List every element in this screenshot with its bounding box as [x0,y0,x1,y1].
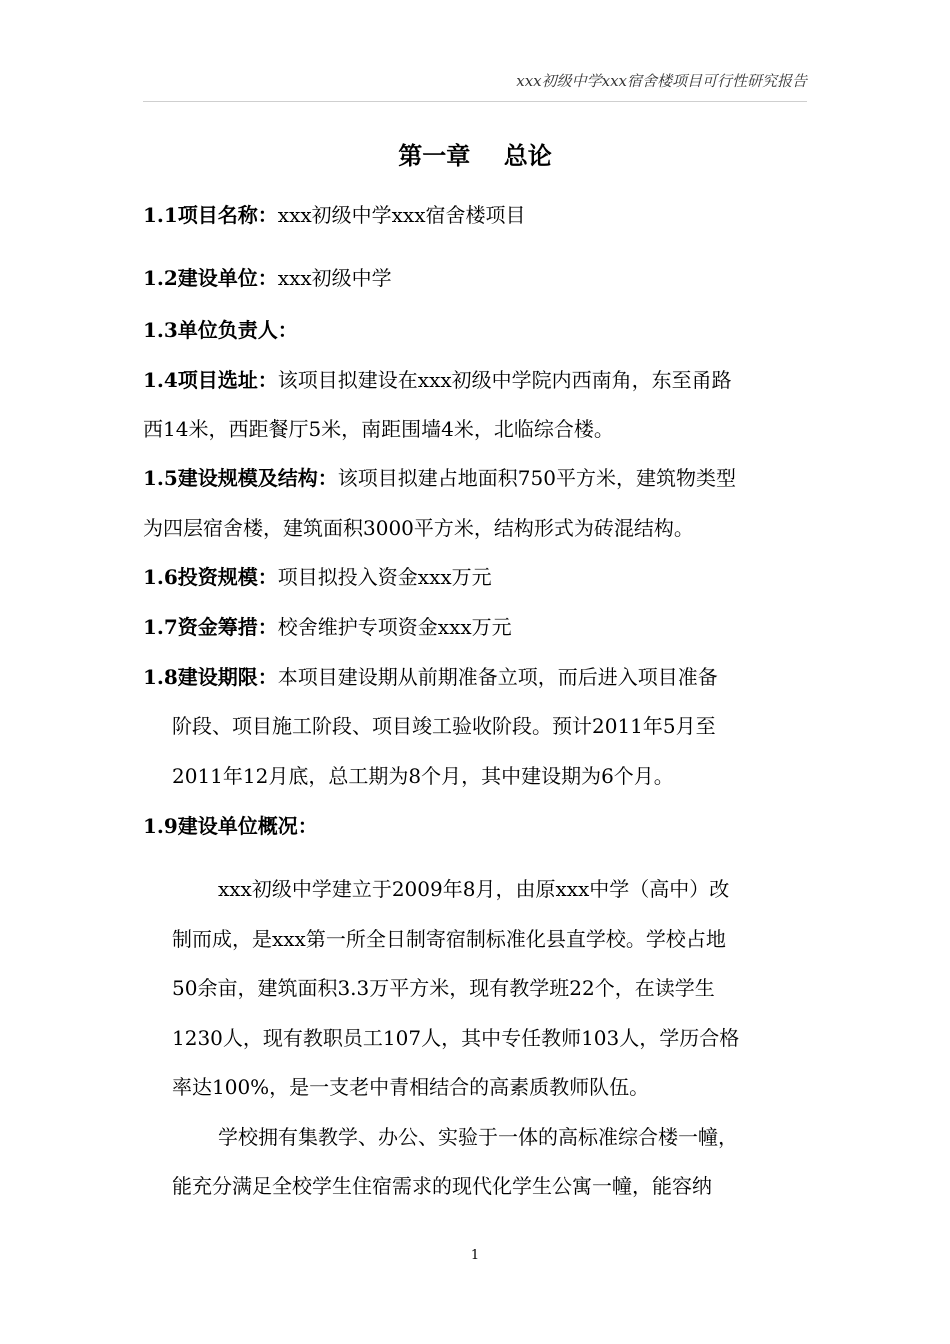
page-number: 1 [470,1248,480,1263]
section-1-8-continued: 2011年12月底，总工期为8个月，其中建设期为6个月。 [172,764,674,788]
section-1-6 [143,562,492,592]
section-1-5 [143,463,736,493]
paragraph-line: 制而成，是xxx第一所全日制寄宿制标准化县直学校。学校占地 [172,927,726,951]
section-1-4-continued: 西14米，西距餐厅5米，南距围墙4米，北临综合楼。 [143,417,614,441]
paragraph-line: 50余亩，建筑面积3.3万平方米，现有教学班22个，在读学生 [172,976,715,1000]
section-label: 1.2建设单位： [143,266,278,290]
section-text: 校舍维护专项资金xxx万元 [277,615,512,639]
section-label: 1.5建设规模及结构： [143,466,338,490]
section-label: 1.6投资规模： [143,565,278,589]
section-text: 本项目建设期从前期准备立项，而后进入项目准备 [277,665,718,689]
paragraph-line: 学校拥有集教学、办公、实验于一体的高标准综合楼一幢， [218,1125,738,1149]
section-1-7 [143,612,512,642]
section-text: xxx初级中学xxx宿舍楼项目 [277,203,526,227]
section-label: 1.9建设单位概况： [143,814,318,838]
paragraph-line: 能充分满足全校学生住宿需求的现代化学生公寓一幢，能容纳 [172,1174,712,1198]
section-text: 该项目拟建设在xxx初级中学院内西南角，东至甬路 [277,368,732,392]
section-label: 1.1项目名称： [143,203,278,227]
section-1-8-continued: 阶段、项目施工阶段、项目竣工验收阶段。预计2011年5月至 [172,714,716,738]
section-1-2 [143,263,392,293]
paragraph-line: xxx初级中学建立于2009年8月，由原xxx中学（高中）改 [218,877,730,901]
paragraph-line: 率达100%，是一支老中青相结合的高素质教师队伍。 [172,1075,650,1099]
chapter-title: 第一章 总论 [398,141,552,170]
header-divider [143,101,807,102]
section-text: 项目拟投入资金xxx万元 [277,565,492,589]
section-1-8 [143,662,718,692]
section-label: 1.8建设期限： [143,665,278,689]
section-1-5-continued: 为四层宿舍楼，建筑面积3000平方米，结构形式为砖混结构。 [143,516,694,540]
section-label: 1.3单位负责人： [143,318,298,342]
section-text: 该项目拟建占地面积750平方米，建筑物类型 [337,466,736,490]
running-header: xxx初级中学xxx宿舍楼项目可行性研究报告 [516,72,807,90]
section-text: xxx初级中学 [277,266,392,290]
section-label: 1.4项目选址： [143,368,278,392]
paragraph-line: 1230人，现有教职员工107人，其中专任教师103人，学历合格 [172,1026,740,1050]
section-1-1 [143,200,525,230]
section-1-9 [143,811,318,841]
section-1-3 [143,315,298,345]
section-1-4 [143,365,732,395]
section-label: 1.7资金筹措： [143,615,278,639]
